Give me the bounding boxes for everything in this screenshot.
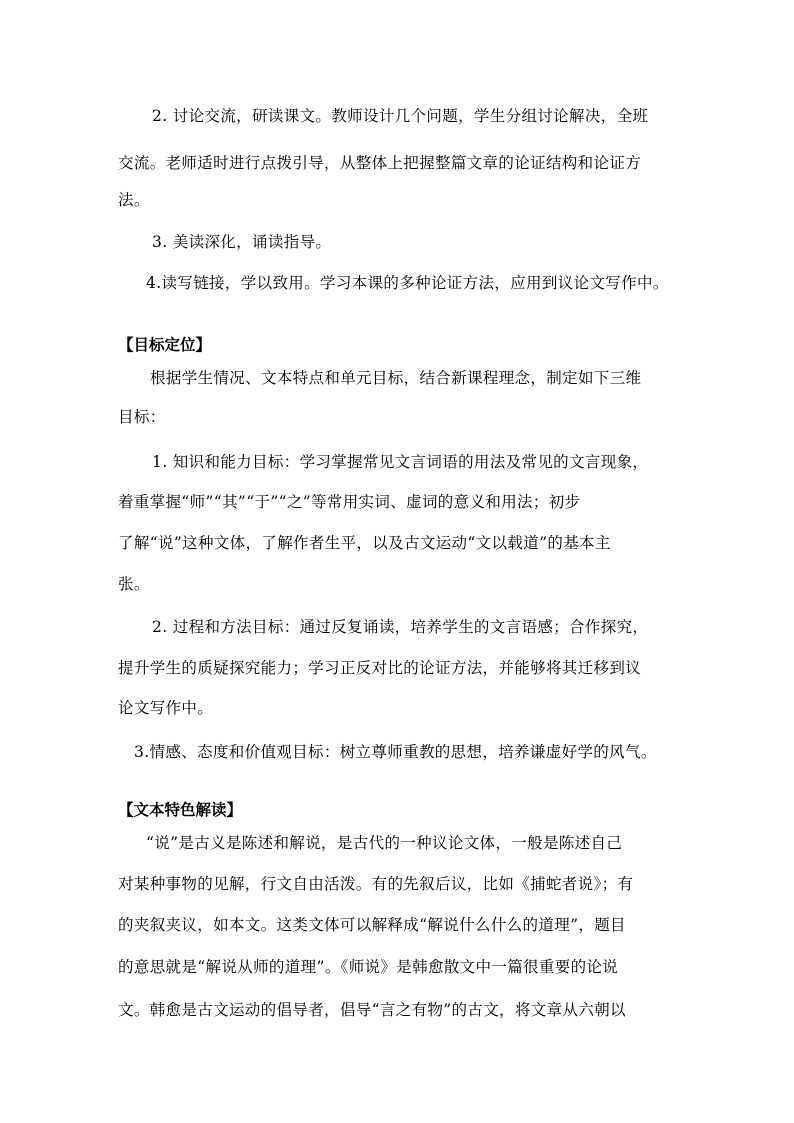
paragraph-line: 对某种事物的见解，行文自由活泼。有的先叙后议，比如《捕蛇者说》；有 [118, 875, 634, 893]
paragraph-line: 文。韩愈是古文运动的倡导者，倡导“言之有物”的古文，将文章从六朝以 [118, 1001, 626, 1019]
paragraph-line: 根据学生情况、文本特点和单元目标，结合新课程理念，制定如下三维 [150, 369, 642, 387]
section-heading-goals: 【目标定位】 [118, 336, 212, 354]
paragraph-line: 的意思就是“解说从师的道理”。《师说》是韩愈散文中一篇很重要的论说 [118, 958, 619, 976]
paragraph-line: 4.读写链接，学以致用。学习本课的多种论证方法，应用到议论文写作中。 [146, 274, 669, 292]
paragraph-line: 3.情感、态度和价值观目标：树立尊师重教的思想，培养谦虚好学的风气。 [134, 743, 657, 761]
paragraph-line: “说”是古义是陈述和解说，是古代的一种议论文体，一般是陈述自己 [146, 834, 623, 852]
paragraph-line: 交流。老师适时进行点拨引导，从整体上把握整篇文章的论证结构和论证方 [118, 154, 642, 172]
paragraph-line: 2. 过程和方法目标：通过反复诵读，培养学生的文言语感；合作探究， [152, 618, 649, 636]
paragraph-line: 论文写作中。 [118, 699, 214, 717]
paragraph-line: 提升学生的质疑探究能力；学习正反对比的论证方法，并能够将其迁移到议 [118, 659, 642, 677]
paragraph-line: 了解“说”这种文体，了解作者生平，以及古文运动“文以载道”的基本主 [118, 534, 611, 552]
paragraph-line: 法。 [118, 191, 150, 209]
paragraph-line: 张。 [118, 575, 150, 593]
paragraph-line: 1. 知识和能力目标：学习掌握常见文言词语的用法及常见的文言现象， [152, 453, 649, 471]
paragraph-line: 3. 美读深化，诵读指导。 [152, 233, 332, 251]
paragraph-line: 的夹叙夹议，如本文。这类文体可以解释成“解说什么什么的道理”，题目 [118, 916, 626, 934]
paragraph-line: 着重掌握“师”“其”“于”“之”等常用实词、虚词的意义和用法；初步 [118, 493, 581, 511]
paragraph-line: 目标： [118, 408, 166, 426]
paragraph-line: 2. 讨论交流，研读课文。教师设计几个问题，学生分组讨论解决，全班 [152, 107, 649, 125]
section-heading-text-features: 【文本特色解读】 [118, 801, 243, 819]
